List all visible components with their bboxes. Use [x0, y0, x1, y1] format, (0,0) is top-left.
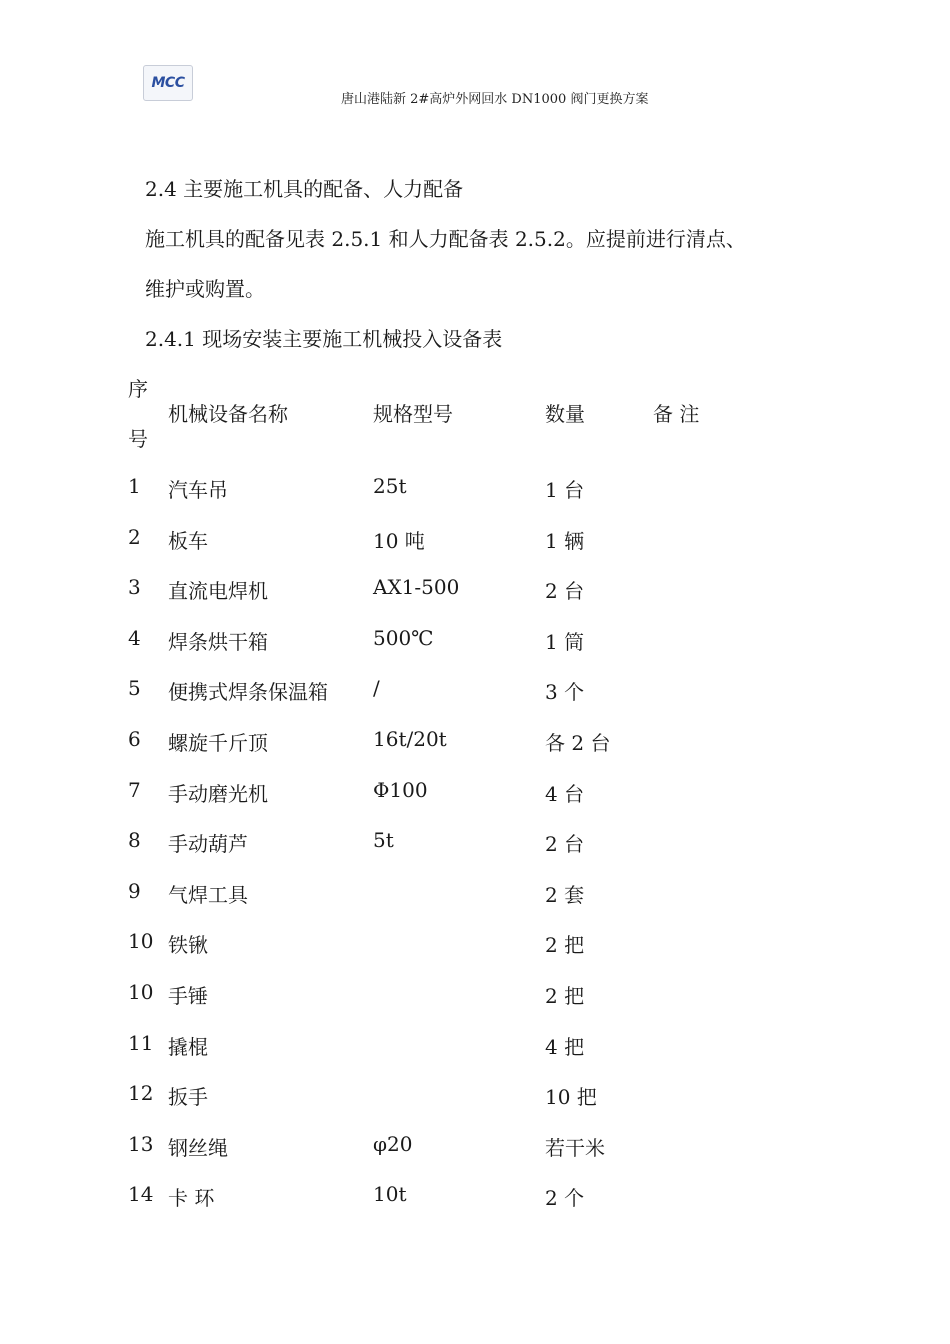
equipment-name: 铁锹 [168, 933, 208, 957]
equipment-name: 撬棍 [168, 1035, 208, 1059]
equipment-quantity: 2 把 [545, 984, 585, 1008]
equipment-name: 直流电焊机 [168, 579, 268, 603]
row-number: 2 [128, 525, 141, 549]
equipment-name: 手动葫芦 [168, 832, 248, 856]
equipment-name: 板车 [168, 529, 208, 553]
equipment-quantity: 3 个 [545, 680, 585, 704]
header-seq-line2: 号 [128, 427, 148, 451]
row-number: 5 [128, 676, 141, 700]
paragraph-line-1: 施工机具的配备见表 2.5.1 和人力配备表 2.5.2。应提前进行清点、 [145, 227, 746, 251]
equipment-spec: AX1-500 [373, 575, 460, 599]
equipment-quantity: 2 台 [545, 579, 585, 603]
row-number: 13 [128, 1132, 154, 1156]
equipment-spec: 5t [373, 828, 394, 852]
equipment-name: 焊条烘干箱 [168, 630, 268, 654]
row-number: 7 [128, 778, 141, 802]
paragraph-line-2: 维护或购置。 [145, 277, 265, 301]
equipment-quantity: 1 辆 [545, 529, 585, 553]
equipment-name: 钢丝绳 [168, 1136, 228, 1160]
equipment-spec: 25t [373, 474, 407, 498]
table-title: 2.4.1 现场安装主要施工机械投入设备表 [145, 327, 503, 351]
equipment-name: 气焊工具 [168, 883, 248, 907]
equipment-spec: / [373, 676, 380, 700]
equipment-name: 便携式焊条保温箱 [168, 680, 328, 704]
equipment-quantity: 1 台 [545, 478, 585, 502]
equipment-name: 手锤 [168, 984, 208, 1008]
row-number: 14 [128, 1182, 154, 1206]
row-number: 12 [128, 1081, 154, 1105]
equipment-name: 汽车吊 [168, 478, 228, 502]
equipment-spec: 10 吨 [373, 529, 425, 553]
row-number: 8 [128, 828, 141, 852]
equipment-spec: 500℃ [373, 626, 434, 650]
equipment-quantity: 各 2 台 [545, 731, 611, 755]
equipment-name: 卡 环 [168, 1186, 215, 1210]
row-number: 1 [128, 474, 141, 498]
equipment-quantity: 2 把 [545, 933, 585, 957]
row-number: 10 [128, 980, 154, 1004]
equipment-quantity: 若干米 [545, 1136, 605, 1160]
equipment-quantity: 2 个 [545, 1186, 585, 1210]
equipment-quantity: 1 筒 [545, 630, 585, 654]
equipment-quantity: 4 台 [545, 782, 585, 806]
equipment-spec: Φ100 [373, 778, 428, 802]
header-seq-line1: 序 [128, 377, 148, 401]
equipment-spec: 16t/20t [373, 727, 447, 751]
row-number: 4 [128, 626, 141, 650]
equipment-quantity: 4 把 [545, 1035, 585, 1059]
equipment-quantity: 10 把 [545, 1085, 597, 1109]
row-number: 9 [128, 879, 141, 903]
section-heading: 2.4 主要施工机具的配备、人力配备 [145, 177, 464, 201]
header-spec: 规格型号 [373, 402, 453, 426]
equipment-name: 手动磨光机 [168, 782, 268, 806]
row-number: 10 [128, 929, 154, 953]
header-remark: 备 注 [653, 402, 700, 426]
row-number: 11 [128, 1031, 154, 1055]
row-number: 3 [128, 575, 141, 599]
equipment-name: 螺旋千斤顶 [168, 731, 268, 755]
logo-text: MCC [151, 75, 185, 91]
equipment-quantity: 2 套 [545, 883, 585, 907]
equipment-quantity: 2 台 [545, 832, 585, 856]
page-header-title: 唐山港陆新 2#高炉外网回水 DN1000 阀门更换方案 [341, 92, 649, 107]
equipment-spec: φ20 [373, 1132, 413, 1156]
mcc-logo [143, 65, 193, 101]
equipment-spec: 10t [373, 1182, 407, 1206]
header-qty: 数量 [545, 402, 585, 426]
equipment-name: 扳手 [168, 1085, 208, 1109]
header-name: 机械设备名称 [168, 402, 288, 426]
row-number: 6 [128, 727, 141, 751]
